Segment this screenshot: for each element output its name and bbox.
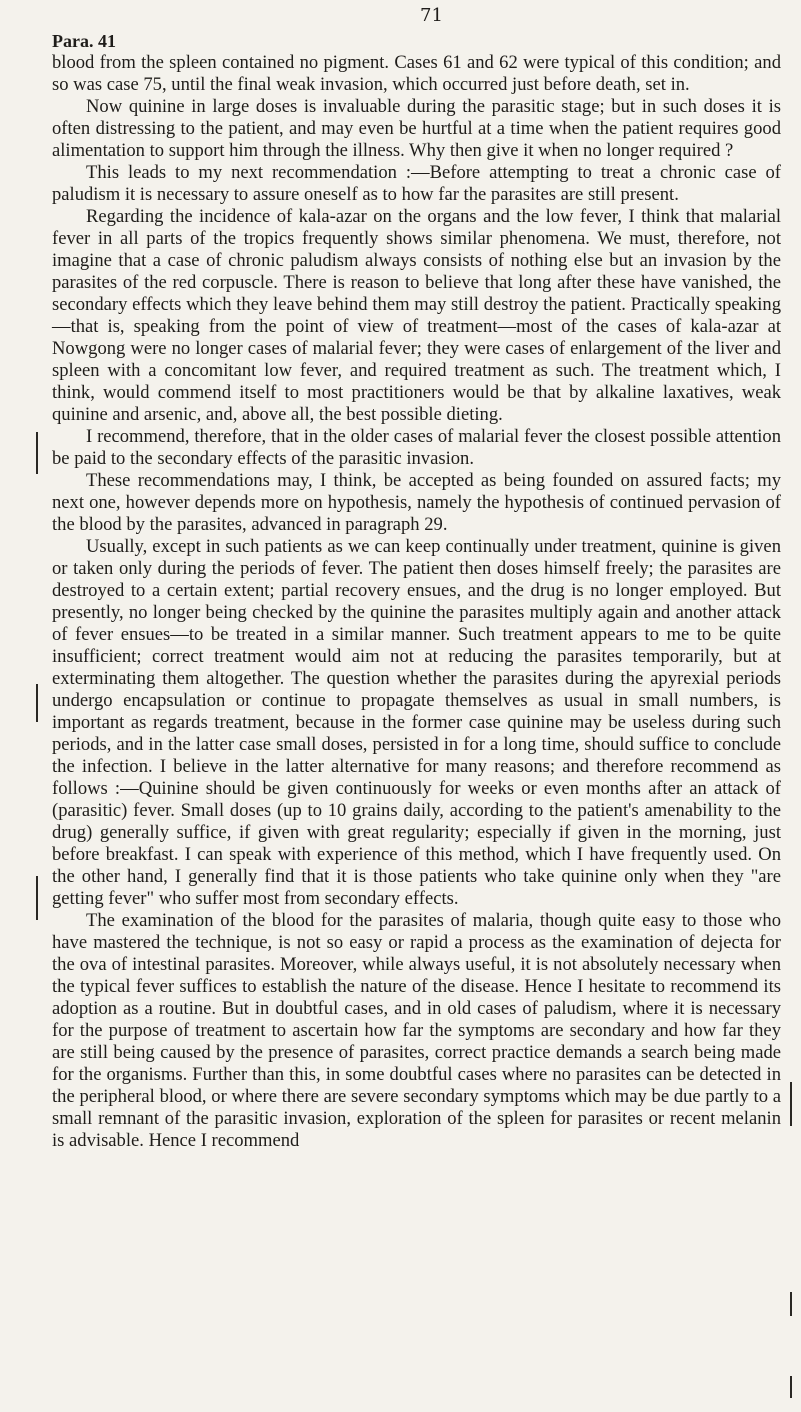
paragraph-7: Usually, except in such patients as we can keep continually under treatment, quinine is given or taken only during the periods of fever. The patient then doses himself freely; the parasites are destroyed to a certain extent; partial recovery ensues, and the drug is no longer employed. But presently, no longer being checked by the quinine the parasites multiply again and another attack of fever ensues—to be treated in a similar manner. Such treatment appears to me to be quite insufficient; correct treatment would aim not at reducing the parasites temporarily, but at exterminating them altogether. The question whether the parasites during the apyrexial periods undergo encapsulation or continue to propagate themselves as usual in small numbers, is important as regards treatment, because in the former case quinine may be useless during such periods, and in the latter case small doses, persisted in for a long time, should suffice to conclude the infection. I believe in the latter alternative for many reasons; and therefore recommend as follows :—Quinine should be given continuously for weeks or even months after an attack of (parasitic) fever. Small doses (up to 10 grains daily, according to the patient's amenability to the drug) generally suffice, if given with great regularity; especially if given in the morning, just before breakfast. I can speak with experience of this method, which I have frequently used. On the other hand, I generally find that it is those patients who take quinine only when they "are getting fever" who suffer most from secondary effects. [52, 536, 781, 909]
body-text [52, 52, 781, 1152]
paragraph-8: The examination of the blood for the parasites of malaria, though quite easy to those who have mastered the technique, is not so easy or rapid a process as the examination of dejecta for the ova of intestinal parasites. Moreover, while always useful, it is not absolutely necessary when the typical fever suffices to establish the nature of the disease. Hence I hesitate to recommend its adoption as a routine. But in doubtful cases, and in old cases of paludism, where it is necessary for the purpose of treatment to ascertain how far the symptoms are secondary and how far they are still being caused by the presence of parasites, correct practice demands a search being made for the organisms. Further than this, in some doubtful cases where no parasites can be detected in the peripheral blood, or where there are severe secondary symptoms which may be due partly to a small remnant of the parasitic invasion, exploration of the spleen for parasites or recent melanin is advisable. Hence I recommend [52, 910, 781, 1151]
margin-mark-left-3 [36, 876, 38, 920]
paragraph-3: This leads to my next recommendation :—Before attempting to treat a chronic case of paludism it is necessary to assure oneself as to how far the parasites are still present. [52, 162, 781, 205]
paragraph-5: I recommend, therefore, that in the older cases of malarial fever the closest possible attention be paid to the secondary effects of the parasitic invasion. [52, 426, 781, 469]
page-number: 71 [420, 5, 443, 26]
margin-mark-left-1 [36, 432, 38, 474]
paragraph-label: Para. 41 [52, 31, 116, 51]
margin-mark-right-2 [790, 1292, 792, 1316]
paragraph-1: blood from the spleen contained no pigment. Cases 61 and 62 were typical of this condition; and so was case 75, until the final weak invasion, which occurred just before death, set in. [52, 52, 781, 95]
margin-mark-left-2 [36, 684, 38, 722]
margin-mark-right-1 [790, 1082, 792, 1126]
paragraph-4: Regarding the incidence of kala-azar on the organs and the low fever, I think that malarial fever in all parts of the tropics frequently shows similar phenomena. We must, therefore, not imagine that a case of chronic paludism always consists of nothing else but an invasion by the parasites of the red corpuscle. There is reason to believe that long after these have vanished, the secondary effects which they leave behind them may still destroy the patient. Practically speaking—that is, speaking from the point of view of treatment—most of the cases of kala-azar at Nowgong were no longer cases of malarial fever; they were cases of enlargement of the liver and spleen with a concomitant low fever, and required treatment as such. The treatment which, I think, would commend itself to most practitioners would be that by alkaline laxatives, weak quinine and arsenic, and, above all, the best possible dieting. [52, 206, 781, 425]
paragraph-6: These recommendations may, I think, be accepted as being founded on assured facts; my next one, however depends more on hypothesis, namely the hypothesis of continued pervasion of the blood by the parasites, advanced in paragraph 29. [52, 470, 781, 535]
paragraph-2: Now quinine in large doses is invaluable during the parasitic stage; but in such doses it is often distressing to the patient, and may even be hurtful at a time when the patient requires good alimentation to support him through the illness. Why then give it when no longer required ? [52, 96, 781, 161]
margin-mark-right-3 [790, 1376, 792, 1398]
